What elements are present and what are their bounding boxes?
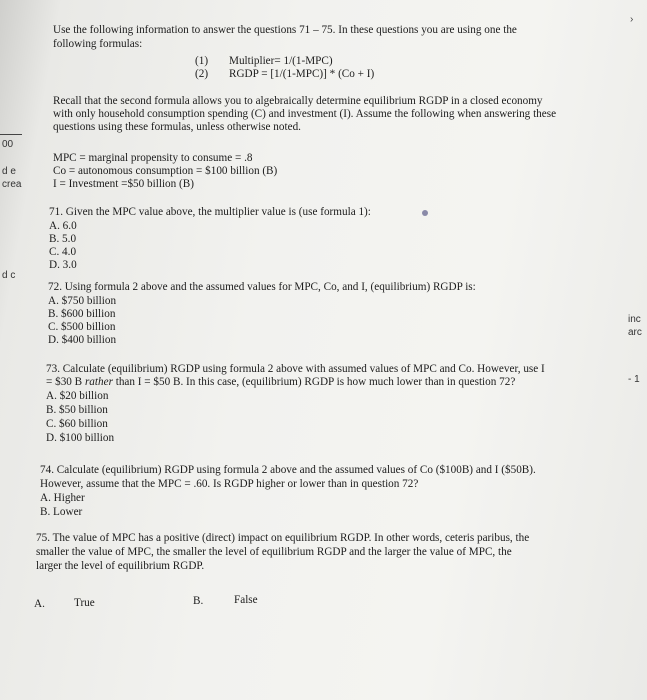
recall-line: questions using these formulas, unless otherwise noted.: [53, 121, 301, 133]
answer-option: C. $60 billion: [46, 418, 108, 430]
stem-text: than I = $50 B. In this case, (equilibrium) RGDP is how much lower than in question 72?: [112, 376, 516, 388]
stem-text: = $30 B: [46, 376, 85, 388]
formula-number: (1): [195, 55, 209, 67]
formula-text: Multiplier= 1/(1-MPC): [229, 55, 333, 67]
answer-option: D. 3.0: [49, 259, 77, 271]
answer-option-letter: A.: [34, 598, 45, 610]
margin-fragment: inc: [628, 314, 641, 325]
margin-fragment: crea: [2, 179, 22, 190]
question-71-stem: 71. Given the MPC value above, the multiplier value is (use formula 1):: [49, 206, 371, 218]
question-74-stem: 74. Calculate (equilibrium) RGDP using formula 2 above and the assumed values of Co ($100B) and I ($50B).: [40, 464, 536, 476]
answer-option: C. $500 billion: [48, 321, 116, 333]
stem-emphasis: rather: [84, 376, 113, 388]
recall-line: Recall that the second formula allows you to algebraically determine equilibrium RGDP in a closed economy: [53, 95, 543, 107]
formula-text: RGDP = [1/(1-MPC)] * (Co + I): [229, 68, 375, 80]
margin-fragment: - 1: [628, 374, 640, 385]
intro-line: following formulas:: [53, 38, 143, 50]
answer-option: B. 5.0: [49, 233, 77, 245]
margin-fragment: d e: [2, 166, 16, 177]
recall-line: with only household consumption spending (C) and investment (I). Assume the following when answering these: [53, 108, 557, 120]
question-74-stem: However, assume that the MPC = .60. Is RGDP higher or lower than in question 72?: [40, 478, 419, 490]
margin-fragment: 00: [2, 139, 14, 150]
margin-fragment: d c: [2, 270, 16, 281]
question-73-stem: [46, 376, 515, 389]
answer-option-letter: B.: [193, 595, 204, 607]
corner-mark: ›: [630, 14, 634, 25]
answer-option: A. $750 billion: [48, 295, 117, 307]
stray-mark: [422, 210, 428, 216]
answer-option: C. 4.0: [49, 246, 77, 258]
question-73-stem: 73. Calculate (equilibrium) RGDP using formula 2 above with assumed values of MPC and Co. However, use I: [46, 363, 545, 375]
answer-option: B. $600 billion: [48, 308, 116, 320]
answer-option: A. 6.0: [49, 220, 77, 232]
formula-number: (2): [195, 68, 209, 80]
answer-option: True: [74, 597, 95, 609]
answer-option: B. $50 billion: [46, 404, 108, 416]
assumption-line: MPC = marginal propensity to consume = .8: [53, 152, 253, 164]
question-72-stem: 72. Using formula 2 above and the assumed values for MPC, Co, and I, (equilibrium) RGDP is:: [48, 281, 476, 293]
answer-option: False: [234, 594, 258, 606]
intro-line: Use the following information to answer the questions 71 – 75. In these questions you are using one the: [53, 24, 517, 36]
question-75-stem: larger the level of equilibrium RGDP.: [36, 560, 205, 572]
question-75-stem: smaller the value of MPC, the smaller the level of equilibrium RGDP and the larger the value of MPC, the: [36, 546, 512, 558]
margin-rule: [0, 134, 22, 135]
answer-option: A. $20 billion: [46, 390, 109, 402]
assumption-line: Co = autonomous consumption = $100 billion (B): [53, 165, 278, 177]
answer-option: B. Lower: [40, 506, 83, 518]
question-75-stem: 75. The value of MPC has a positive (direct) impact on equilibrium RGDP. In other words, ceteris paribus, the: [36, 532, 530, 544]
answer-option: D. $400 billion: [48, 334, 117, 346]
answer-option: D. $100 billion: [46, 432, 115, 444]
margin-fragment: arc: [628, 327, 642, 338]
assumption-line: I = Investment =$50 billion (B): [53, 178, 194, 190]
answer-option: A. Higher: [40, 492, 85, 504]
